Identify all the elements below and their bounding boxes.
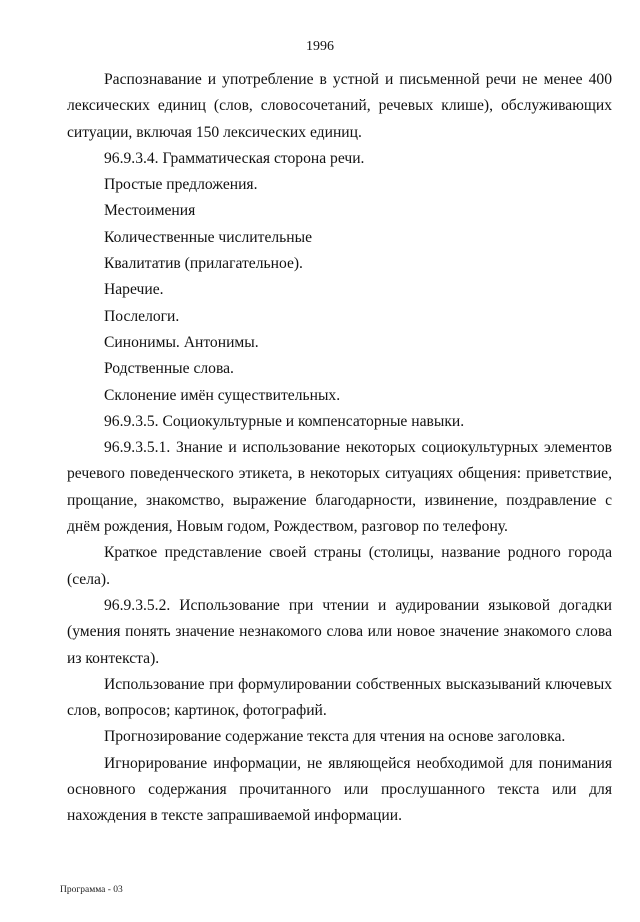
paragraph-lexical-units: Распознавание и употребление в устной и письменной речи не менее 400 лексических единиц (слов, словосочетаний, речевых клише), обслуживающих ситуации, включая 150 лексических единиц.	[67, 71, 612, 141]
document-body	[67, 67, 612, 830]
grammar-item-adverb: Наречие.	[104, 281, 164, 299]
section-heading-sociocultural: 96.9.3.5. Социокультурные и компенсаторные навыки.	[104, 412, 465, 430]
footer-label: Программа - 03	[60, 885, 123, 895]
paragraph-country-presentation: Краткое представление своей страны (столицы, название родного города (села).	[67, 544, 612, 588]
grammar-item-related-words: Родственные слова.	[104, 360, 234, 378]
grammar-item-pronouns: Местоимения	[104, 202, 196, 220]
grammar-item-postpositions: Послелоги.	[104, 307, 180, 325]
paragraph-etiquette: 96.9.3.5.1. Знание и использование некоторых социокультурных элементов речевого поведенческого этикета, в некоторых ситуациях общения: приветствие, прощание, знакомство, выражение благодарности, извинение, поздравление с днём рождения, Новым годом, Рождеством, разговор по телефону.	[67, 439, 612, 536]
grammar-item-qualitative: Квалитатив (прилагательное).	[104, 255, 303, 273]
grammar-item-numerals: Количественные числительные	[104, 228, 313, 246]
section-heading-grammar: 96.9.3.4. Грамматическая сторона речи.	[104, 149, 365, 167]
paragraph-forecasting: Прогнозирование содержание текста для чтения на основе заголовка.	[104, 728, 566, 746]
paragraph-language-guess: 96.9.3.5.2. Использование при чтении и аудировании языковой догадки (умения понять значение незнакомого слова или новое значение знакомого слова из контекста).	[67, 596, 612, 667]
page-number: 1996	[306, 39, 334, 54]
grammar-item-simple-sentences: Простые предложения.	[104, 176, 258, 194]
paragraph-ignoring-info: Игнорирование информации, не являющейся необходимой для понимания основного содержания прочитанного или прослушанного текста или для нахождения в тексте запрашиваемой информации.	[67, 754, 612, 825]
grammar-item-synonyms: Синонимы. Антонимы.	[104, 333, 259, 351]
grammar-item-declension: Склонение имён существительных.	[104, 386, 341, 404]
paragraph-key-words: Использование при формулировании собственных высказываний ключевых слов, вопросов; картинок, фотографий.	[67, 675, 612, 720]
